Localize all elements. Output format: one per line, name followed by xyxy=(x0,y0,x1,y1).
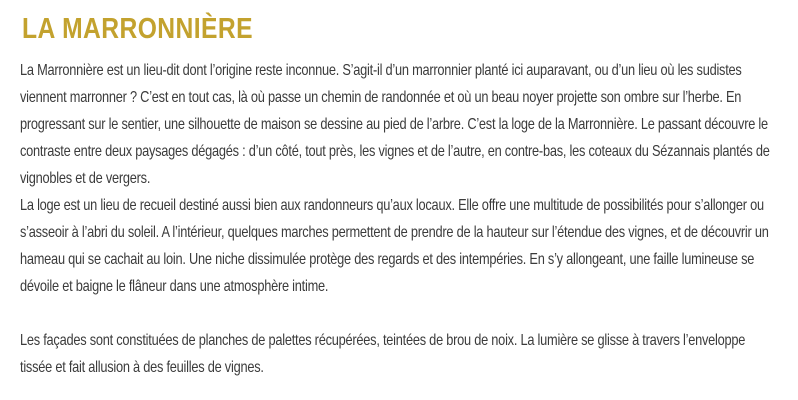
article-body xyxy=(20,57,776,381)
article xyxy=(20,12,776,381)
paragraph-intro: La Marronnière est un lieu-dit dont l’origine reste inconnue. S’agit-il d’un marronnier planté ici auparavant, ou d’un lieu où les sudistes viennent marronner ? C’est en tout cas, là où passe un chemin de randonnée et où un beau noyer projette son ombre sur l’herbe. En progressant sur le sentier, une silhouette de maison se dessine au pied de l’arbre. C’est la loge de la Marronnière. Le passant découvre le contraste entre deux paysages dégagés : d’un côté, tout près, les vignes et de l’autre, en contre-bas, les coteaux du Sézannais plantés de vignobles et de vergers. xyxy=(20,62,770,187)
paragraph-loge: La loge est un lieu de recueil destiné aussi bien aux randonneurs qu’aux locaux. Elle offre une multitude de possibilités pour s’allonger ou s’asseoir à l’abri du soleil. A l’intérieur, quelques marches permettent de prendre de la hauteur sur l’étendue des vignes, et de découvrir un hameau qui se cachait au loin. Une niche dissimulée protège des regards et des intempéries. En s’y allongeant, une faille lumineuse se dévoile et baigne le flâneur dans une atmosphère intime. xyxy=(20,197,769,295)
paragraph-facades: Les façades sont constituées de planches de palettes récupérées, teintées de brou de noix. La lumière se glisse à travers l’enveloppe tissée et fait allusion à des feuilles de vignes. xyxy=(20,332,746,376)
page-title: LA MARRONNIÈRE xyxy=(22,13,254,45)
